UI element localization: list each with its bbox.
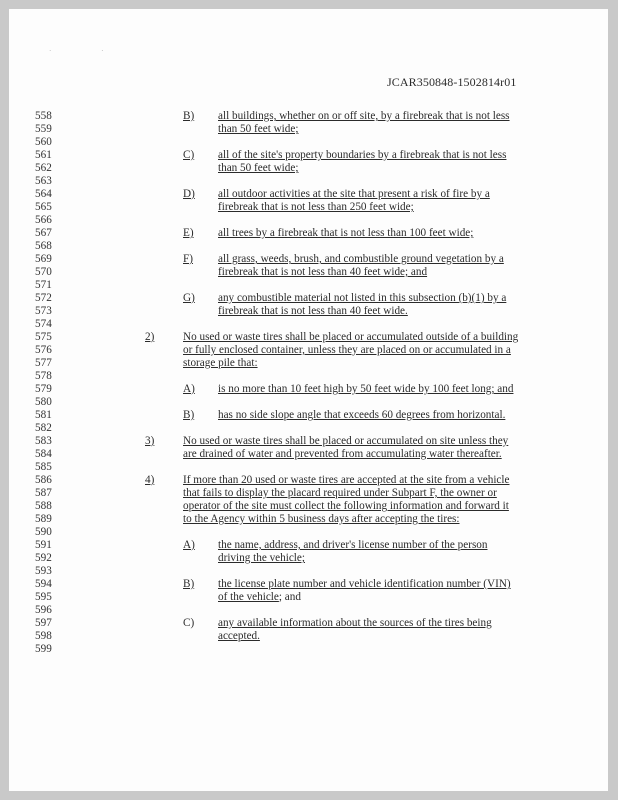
item-text: No used or waste tires shall be placed or accumulated outside of a building (183, 331, 519, 343)
line-number: 560 (35, 136, 52, 148)
document-page (9, 9, 608, 791)
item-text: that fails to display the placard required under Subpart F, the owner or (183, 487, 497, 499)
line-number: 591 (35, 539, 52, 551)
line-number: 571 (35, 279, 52, 291)
item-text: any combustible material not listed in this subsection (b)(1) by a (218, 292, 507, 304)
text-line (9, 370, 608, 383)
text-line (9, 162, 608, 175)
item-text: is no more than 10 feet high by 50 feet wide by 100 feet long; and (218, 383, 514, 395)
text-line (9, 266, 608, 279)
line-number: 570 (35, 266, 52, 278)
text-line (9, 513, 608, 526)
text-line (9, 214, 608, 227)
line-number: 574 (35, 318, 52, 330)
item-text-plain: ; and (278, 591, 301, 603)
text-line (9, 318, 608, 331)
text-line (9, 474, 608, 487)
item-marker: 2) (145, 331, 155, 343)
line-number: 584 (35, 448, 52, 460)
item-text: all of the site's property boundaries by a firebreak that is not less (218, 149, 507, 161)
text-line (9, 552, 608, 565)
line-number: 569 (35, 253, 52, 265)
item-marker: A) (183, 539, 195, 551)
line-number: 565 (35, 201, 52, 213)
line-number: 589 (35, 513, 52, 525)
line-number: 582 (35, 422, 52, 434)
line-number: 558 (35, 110, 52, 122)
line-number: 561 (35, 149, 52, 161)
line-number: 594 (35, 578, 52, 590)
text-line (9, 643, 608, 656)
line-number: 586 (35, 474, 52, 486)
item-text: the name, address, and driver's license number of the person (218, 539, 488, 551)
line-number: 588 (35, 500, 52, 512)
text-line (9, 539, 608, 552)
scan-specks: · · (49, 47, 128, 55)
item-text: If more than 20 used or waste tires are accepted at the site from a vehicle (183, 474, 510, 486)
line-number: 577 (35, 357, 52, 369)
item-marker: B) (183, 578, 195, 590)
text-line (9, 500, 608, 513)
text-line (9, 617, 608, 630)
item-text: the license plate number and vehicle identification number (VIN) (218, 578, 511, 590)
line-number: 564 (35, 188, 52, 200)
line-number: 559 (35, 123, 52, 135)
line-number: 573 (35, 305, 52, 317)
text-line (9, 227, 608, 240)
item-text: any available information about the sources of the tires being (218, 617, 492, 629)
line-number: 597 (35, 617, 52, 629)
line-number: 566 (35, 214, 52, 226)
text-line (9, 591, 608, 604)
item-text: No used or waste tires shall be placed or accumulated on site unless they (183, 435, 509, 447)
item-marker: 3) (145, 435, 155, 447)
text-line (9, 110, 608, 123)
line-number: 593 (35, 565, 52, 577)
line-number: 598 (35, 630, 52, 642)
line-number: 595 (35, 591, 52, 603)
item-text: firebreak that is not less than 40 feet wide; and (218, 266, 428, 278)
line-number: 572 (35, 292, 52, 304)
item-text-underlined: of the vehicle (218, 591, 279, 603)
item-text: has no side slope angle that exceeds 60 degrees from horizontal. (218, 409, 506, 421)
line-number: 583 (35, 435, 52, 447)
item-text: all outdoor activities at the site that present a risk of fire by a (218, 188, 490, 200)
item-text: firebreak that is not less than 250 feet wide; (218, 201, 414, 213)
item-text: driving the vehicle; (218, 552, 305, 564)
item-marker: C) (183, 149, 195, 161)
line-number: 599 (35, 643, 52, 655)
text-line (9, 292, 608, 305)
text-line (9, 526, 608, 539)
text-line (9, 461, 608, 474)
item-text: all buildings, whether on or off site, by a firebreak that is not less (218, 110, 510, 122)
line-number: 580 (35, 396, 52, 408)
line-number: 579 (35, 383, 52, 395)
item-marker: 4) (145, 474, 155, 486)
item-marker: B) (183, 409, 195, 421)
text-line (9, 201, 608, 214)
text-line (9, 383, 608, 396)
line-number: 575 (35, 331, 52, 343)
text-line (9, 136, 608, 149)
item-marker: C) (183, 617, 195, 629)
text-line (9, 604, 608, 617)
text-line (9, 357, 608, 370)
text-line (9, 305, 608, 318)
text-line (9, 578, 608, 591)
item-marker: G) (183, 292, 195, 304)
text-line (9, 448, 608, 461)
text-line (9, 396, 608, 409)
line-number: 578 (35, 370, 52, 382)
text-line (9, 253, 608, 266)
text-line (9, 435, 608, 448)
text-line (9, 123, 608, 136)
text-line (9, 240, 608, 253)
line-number: 581 (35, 409, 52, 421)
item-marker: B) (183, 110, 195, 122)
text-line (9, 487, 608, 500)
item-text: are drained of water and prevented from accumulating water thereafter. (183, 448, 502, 460)
item-marker: A) (183, 383, 195, 395)
line-number: 576 (35, 344, 52, 356)
item-marker: D) (183, 188, 195, 200)
text-line (9, 279, 608, 292)
item-text: operator of the site must collect the following information and forward it (183, 500, 509, 512)
line-number: 567 (35, 227, 52, 239)
item-text: all grass, weeds, brush, and combustible ground vegetation by a (218, 253, 504, 265)
line-number: 587 (35, 487, 52, 499)
text-line (9, 565, 608, 578)
text-line (9, 188, 608, 201)
text-line (9, 630, 608, 643)
line-number: 562 (35, 162, 52, 174)
text-line (9, 331, 608, 344)
document-id: JCAR350848-1502814r01 (387, 75, 517, 89)
item-marker: E) (183, 227, 194, 239)
item-text: storage pile that: (183, 357, 258, 369)
item-text: accepted. (218, 630, 260, 642)
item-text: all trees by a firebreak that is not less than 100 feet wide; (218, 227, 474, 239)
item-text: to the Agency within 5 business days after accepting the tires: (183, 513, 460, 525)
line-number: 592 (35, 552, 52, 564)
item-text: or fully enclosed container, unless they are placed on or accumulated in a (183, 344, 511, 356)
item-text: than 50 feet wide; (218, 162, 299, 174)
line-number: 590 (35, 526, 52, 538)
line-number: 563 (35, 175, 52, 187)
item-text (218, 591, 301, 604)
item-text: firebreak that is not less than 40 feet wide. (218, 305, 408, 317)
text-line (9, 422, 608, 435)
text-line (9, 409, 608, 422)
text-line (9, 149, 608, 162)
item-text: than 50 feet wide; (218, 123, 299, 135)
line-number: 596 (35, 604, 52, 616)
line-number: 568 (35, 240, 52, 252)
line-number: 585 (35, 461, 52, 473)
text-line (9, 175, 608, 188)
text-line (9, 344, 608, 357)
item-marker: F) (183, 253, 193, 265)
